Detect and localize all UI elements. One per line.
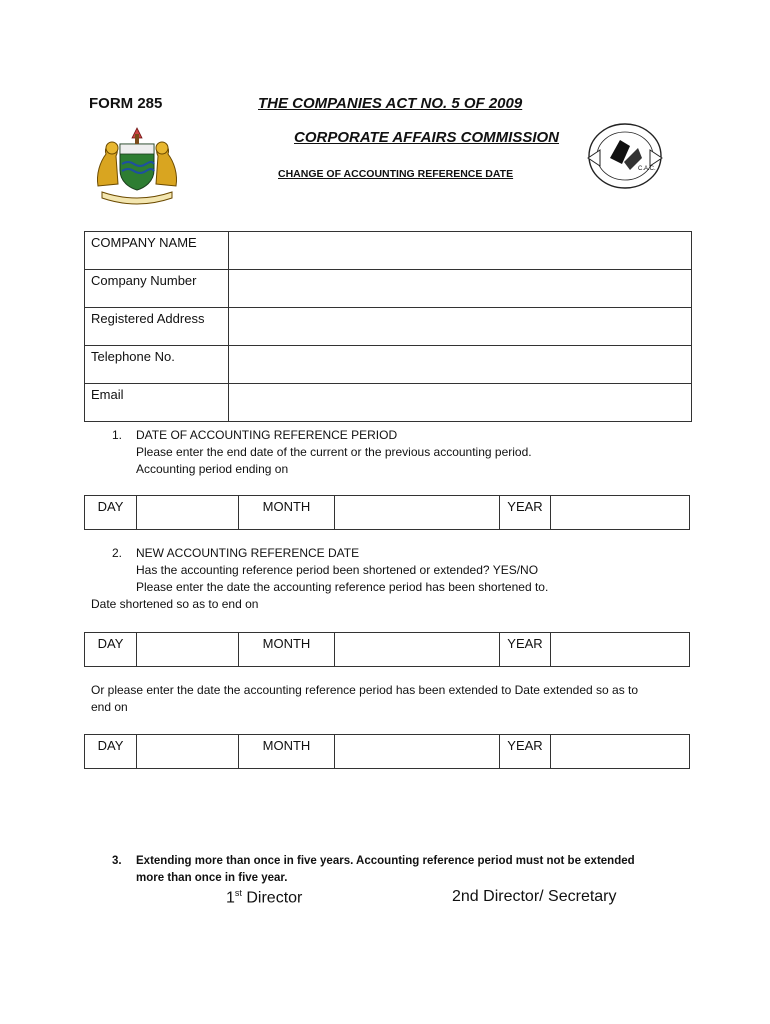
month-field[interactable] bbox=[335, 496, 500, 530]
table-row bbox=[85, 346, 692, 384]
registered-address-label: Registered Address bbox=[85, 308, 229, 346]
telephone-label: Telephone No. bbox=[85, 346, 229, 384]
seal-label: C.A.C. bbox=[638, 166, 656, 172]
company-details-table bbox=[84, 231, 692, 422]
table-row bbox=[85, 308, 692, 346]
section2-instruction: Please enter the date the accounting reference period has been shortened to. bbox=[136, 580, 549, 594]
month-label: MONTH bbox=[239, 496, 335, 530]
section2-title: NEW ACCOUNTING REFERENCE DATE bbox=[136, 546, 360, 560]
day-label: DAY bbox=[85, 633, 137, 667]
extended-instruction: Or please enter the date the accounting reference period has been extended to Date extended so as to bbox=[91, 683, 639, 697]
table-row bbox=[85, 633, 690, 667]
year-field[interactable] bbox=[551, 735, 690, 769]
section1-number: 1. bbox=[112, 428, 123, 442]
section3-number: 3. bbox=[112, 855, 122, 867]
day-field[interactable] bbox=[137, 735, 239, 769]
table-row bbox=[85, 232, 692, 270]
first-director-number: 1 bbox=[226, 889, 235, 907]
coat-of-arms-lion-right bbox=[156, 142, 177, 186]
day-field[interactable] bbox=[137, 633, 239, 667]
company-number-field[interactable] bbox=[229, 270, 692, 308]
coat-of-arms-shield bbox=[120, 128, 154, 190]
extended-date-table bbox=[84, 734, 690, 769]
form-subtitle: CHANGE OF ACCOUNTING REFERENCE DATE bbox=[278, 168, 514, 180]
coat-of-arms-lion-left bbox=[97, 142, 118, 186]
coat-of-arms-motto-scroll bbox=[102, 192, 172, 204]
coat-of-arms-icon bbox=[92, 124, 182, 206]
section1-period-label: Accounting period ending on bbox=[136, 462, 289, 476]
first-director-signature-label bbox=[226, 888, 302, 907]
day-label: DAY bbox=[85, 735, 137, 769]
table-row bbox=[85, 496, 690, 530]
shortened-date-table bbox=[84, 632, 690, 667]
section2-question: Has the accounting reference period been shortened or extended? YES/NO bbox=[136, 563, 539, 577]
section2-shortened-label: Date shortened so as to end on bbox=[91, 597, 259, 611]
section1-instruction: Please enter the end date of the current or the previous accounting period. bbox=[136, 445, 532, 459]
month-label: MONTH bbox=[239, 633, 335, 667]
accounting-period-date-table bbox=[84, 495, 690, 530]
telephone-field[interactable] bbox=[229, 346, 692, 384]
year-label: YEAR bbox=[500, 735, 551, 769]
second-director-signature-label: 2nd Director/ Secretary bbox=[452, 888, 617, 905]
table-row bbox=[85, 270, 692, 308]
year-label: YEAR bbox=[500, 633, 551, 667]
company-name-label: COMPANY NAME bbox=[85, 232, 229, 270]
section3-rule-end: more than once in five year. bbox=[136, 872, 288, 884]
section3-rule: Extending more than once in five years. Accounting reference period must not be extended bbox=[136, 855, 635, 867]
extended-instruction-end: end on bbox=[91, 700, 128, 714]
registered-address-field[interactable] bbox=[229, 308, 692, 346]
table-row bbox=[85, 735, 690, 769]
year-field[interactable] bbox=[551, 633, 690, 667]
day-field[interactable] bbox=[137, 496, 239, 530]
month-label: MONTH bbox=[239, 735, 335, 769]
month-field[interactable] bbox=[335, 633, 500, 667]
form-number: FORM 285 bbox=[89, 95, 163, 112]
year-label: YEAR bbox=[500, 496, 551, 530]
cac-seal-icon bbox=[584, 118, 666, 194]
company-name-field[interactable] bbox=[229, 232, 692, 270]
month-field[interactable] bbox=[335, 735, 500, 769]
section1-title: DATE OF ACCOUNTING REFERENCE PERIOD bbox=[136, 428, 398, 442]
section2-number: 2. bbox=[112, 546, 123, 560]
table-row bbox=[85, 384, 692, 422]
commission-title: CORPORATE AFFAIRS COMMISSION bbox=[294, 129, 560, 146]
first-director-text: Director bbox=[241, 889, 303, 907]
act-title: THE COMPANIES ACT NO. 5 OF 2009 bbox=[258, 95, 523, 112]
first-director-ordinal: st bbox=[234, 888, 242, 898]
email-field[interactable] bbox=[229, 384, 692, 422]
company-number-label: Company Number bbox=[85, 270, 229, 308]
email-label: Email bbox=[85, 384, 229, 422]
day-label: DAY bbox=[85, 496, 137, 530]
year-field[interactable] bbox=[551, 496, 690, 530]
